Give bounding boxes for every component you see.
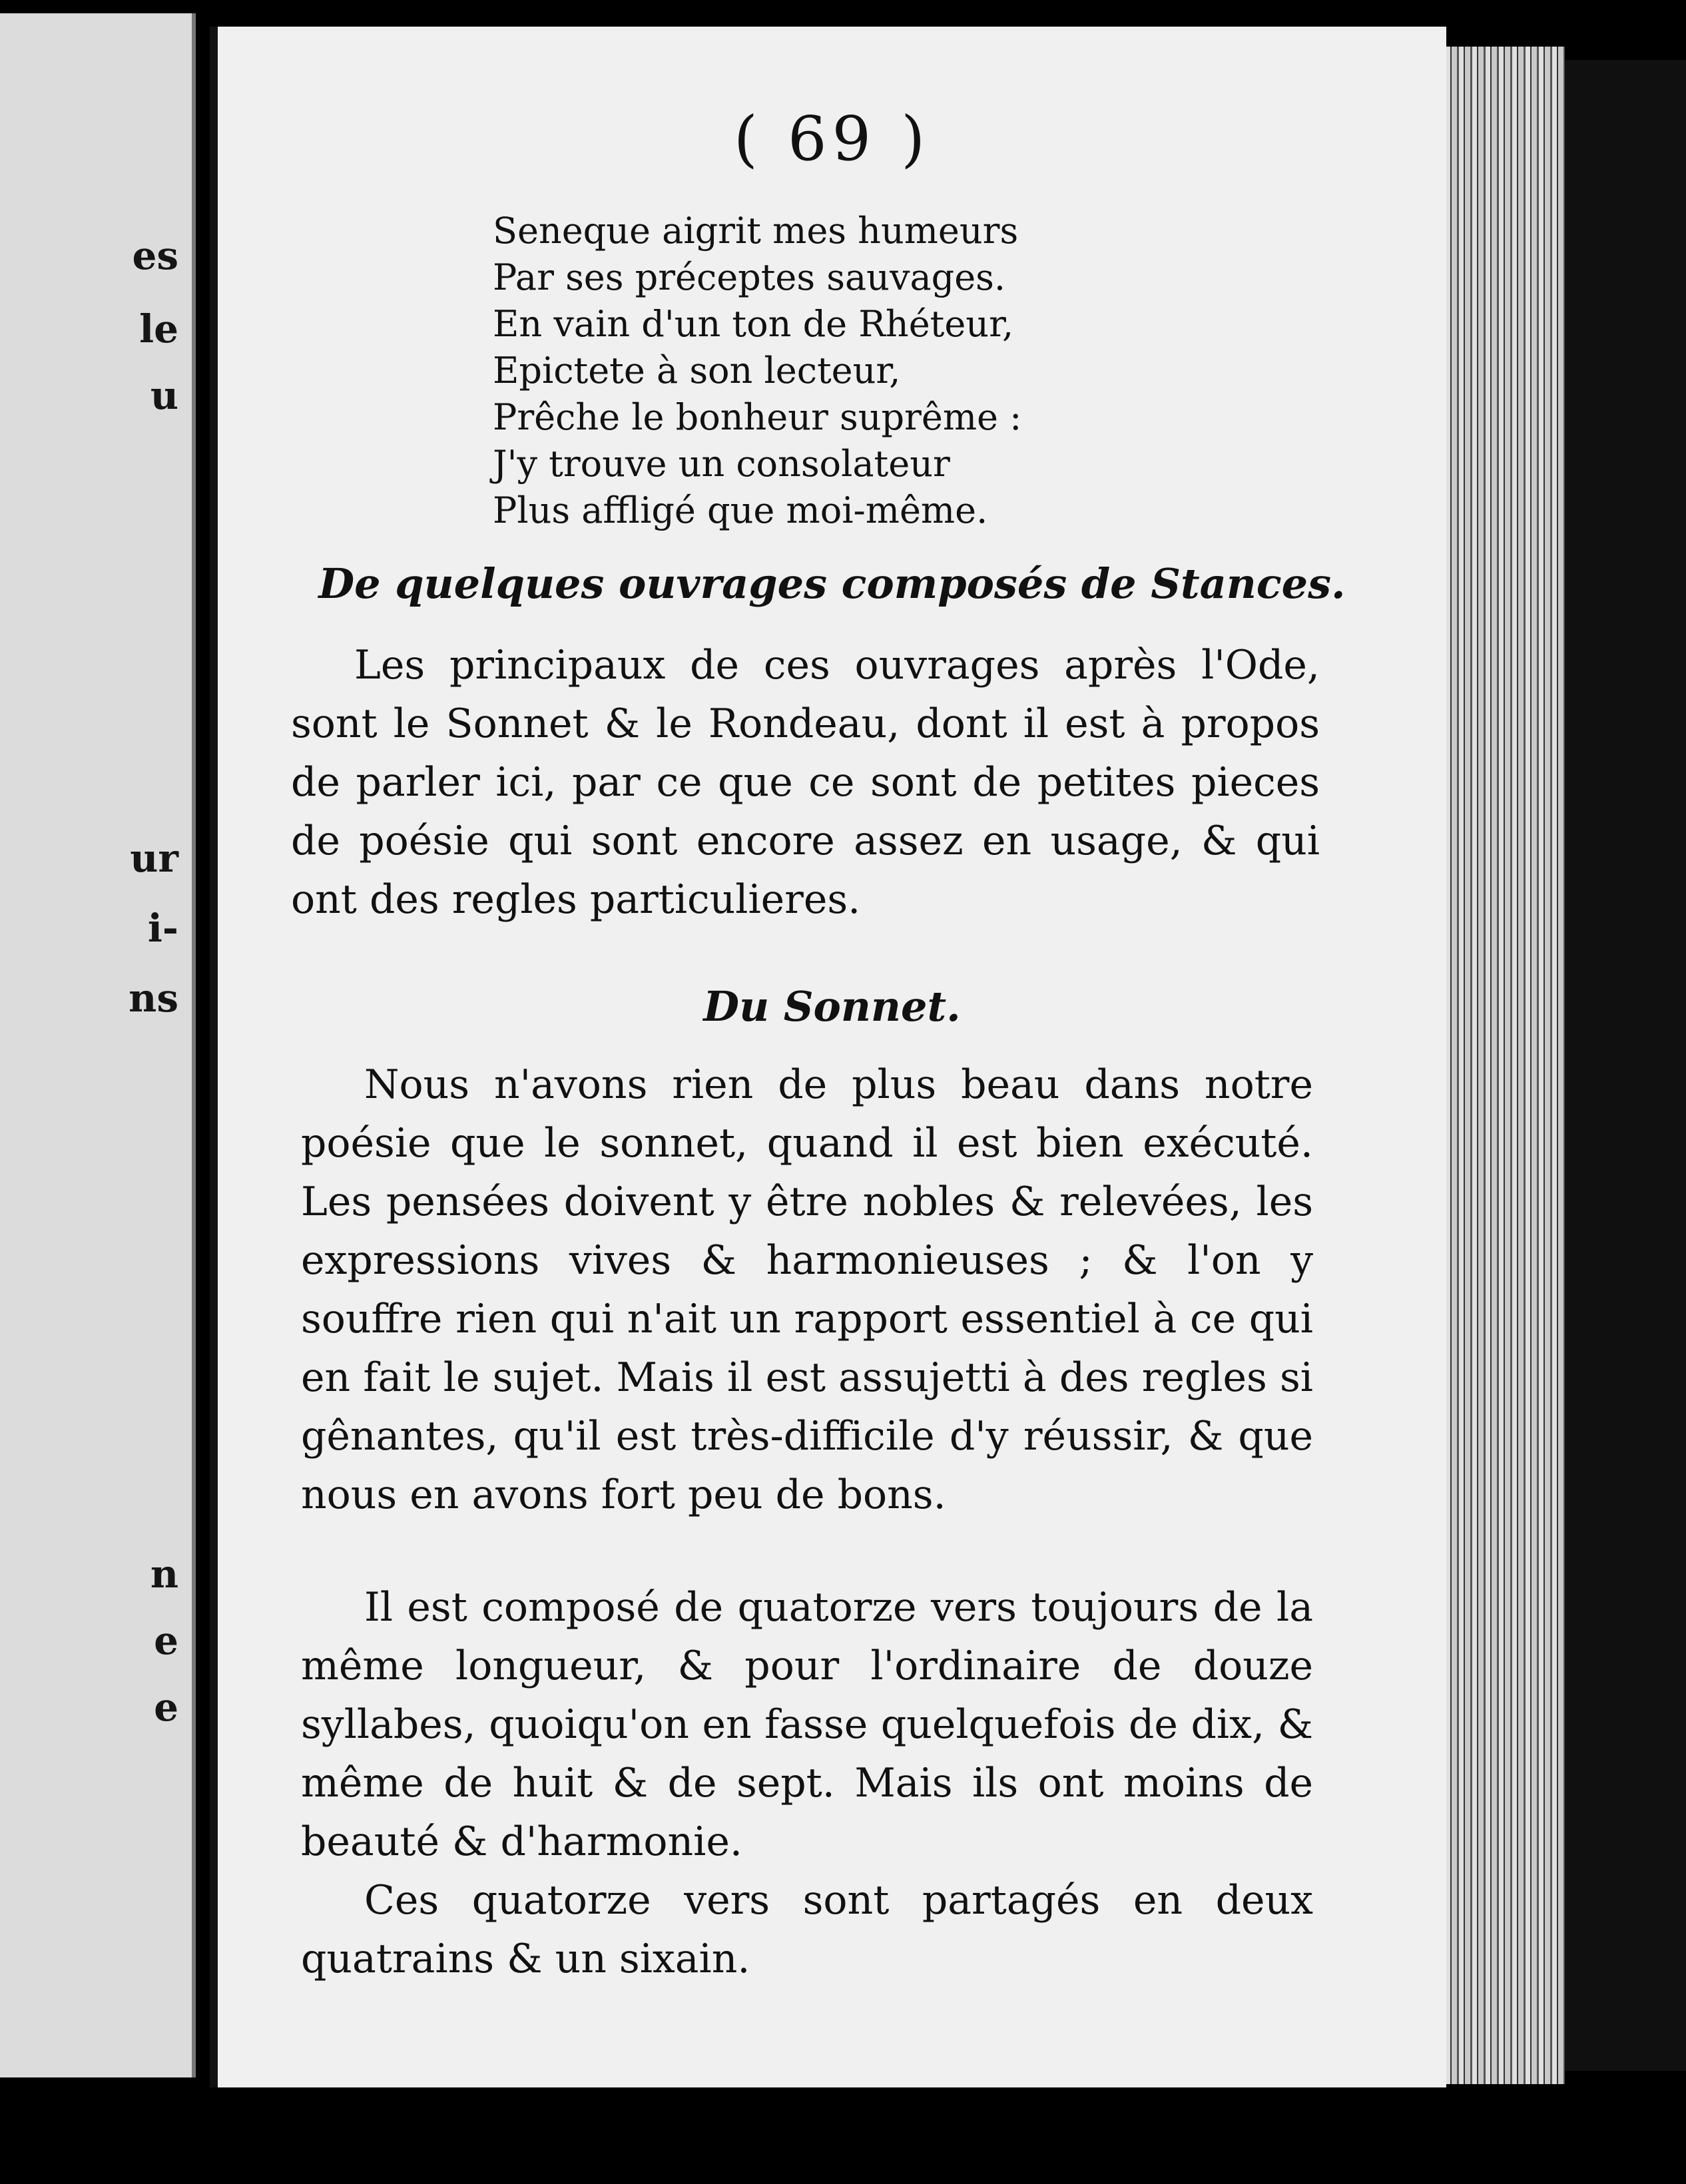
left-page-fragment: le	[139, 306, 178, 352]
left-page-fragment: ur	[130, 836, 178, 881]
page-number: ( 69 )	[733, 103, 931, 174]
section-heading-stances: De quelques ouvrages composés de Stances.	[318, 559, 1346, 608]
page-edges	[1438, 47, 1565, 2084]
book-page	[210, 27, 1446, 2087]
paragraph: Les principaux de ces ouvrages après l'Ode, sont le Sonnet & le Rondeau, dont il est à propos de parler ici, par ce que ce sont de petites pieces de poésie qui sont encore assez en usage, & qui ont des regles particulieres.	[291, 642, 1320, 923]
left-page-fragment: n	[150, 1551, 178, 1597]
verse-line: Seneque aigrit mes humeurs	[493, 210, 1019, 252]
verse-line: Prêche le bonheur suprême :	[493, 396, 1022, 438]
verse-line: Epictete à son lecteur,	[493, 350, 901, 392]
verse-line: Par ses préceptes sauvages.	[493, 256, 1006, 298]
paragraph: Nous n'avons rien de plus beau dans notre poésie que le sonnet, quand il est bien exécuté. Les pensées doivent y être nobles & relevées, les expressions vives & harmonieuses ; & l'on y souffre rien qui n'ait un rapport essentiel à ce qui en fait le sujet. Mais il est assujetti à des regles si gênantes, qu'il est très-difficile d'y réussir, & que nous en avons fort peu de bons.	[301, 1061, 1313, 1518]
verse-line: Plus affligé que moi-même.	[493, 489, 988, 531]
paragraph: Il est composé de quatorze vers toujours de la même longueur, & pour l'ordinaire de douze syllabes, quoiqu'on en fasse quelquefois de dix, & même de huit & de sept. Mais ils ont moins de beauté & d'harmonie.	[301, 1584, 1313, 1865]
left-page-fragment: u	[150, 373, 178, 418]
left-page-fragment: ns	[129, 975, 178, 1021]
verse-line: J'y trouve un consolateur	[493, 443, 950, 485]
section-heading-sonnet: Du Sonnet.	[703, 982, 961, 1031]
verse-line: En vain d'un ton de Rhéteur,	[493, 303, 1014, 345]
page-content	[218, 27, 1446, 2087]
paragraph: Ces quatorze vers sont partagés en deux quatrains & un sixain.	[301, 1877, 1313, 1982]
left-page-fragment: e	[154, 1618, 178, 1663]
left-page-fragment: es	[132, 233, 178, 278]
verse-block	[493, 208, 1021, 534]
left-page	[0, 13, 196, 2077]
left-page-fragment: i-	[147, 906, 178, 951]
book-edge-shadow	[1565, 60, 1686, 2071]
left-page-fragment: e	[154, 1685, 178, 1730]
